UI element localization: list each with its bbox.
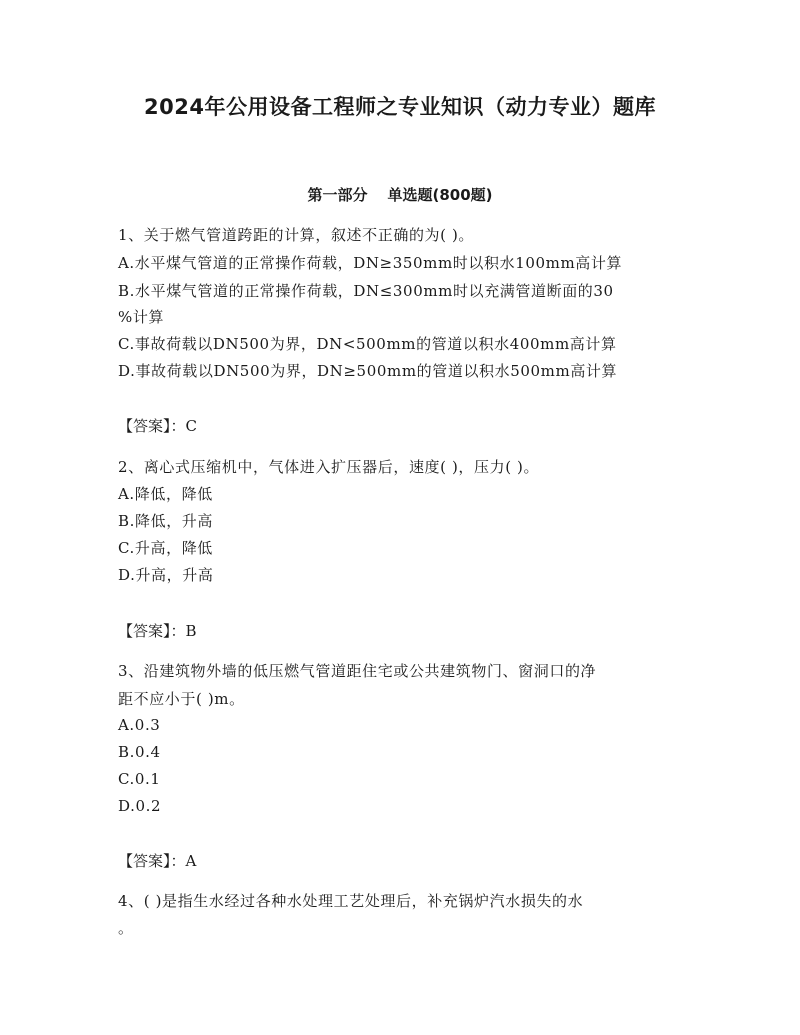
answer-line bbox=[118, 848, 196, 875]
document-title: 2024年公用设备工程师之专业知识（动力专业）题库 bbox=[144, 95, 656, 119]
option-a: A.降低，降低 bbox=[118, 485, 213, 503]
option-d: D.0.2 bbox=[118, 797, 162, 815]
answer-label: 【答案】： bbox=[118, 622, 186, 640]
option-c: C.0.1 bbox=[118, 770, 161, 788]
section-name: 单选题(800题) bbox=[387, 186, 493, 204]
answer-label: 【答案】： bbox=[118, 852, 186, 870]
question-stem-continued: 距不应小于( )m。 bbox=[118, 690, 245, 708]
question-stem-continued: 。 bbox=[118, 919, 134, 937]
answer-label: 【答案】： bbox=[118, 417, 186, 435]
option-d: D.升高，升高 bbox=[118, 566, 214, 584]
answer-value: C bbox=[185, 417, 197, 435]
option-a: A.0.3 bbox=[118, 716, 161, 734]
question-stem: 1、关于燃气管道跨距的计算，叙述不正确的为( )。 bbox=[118, 226, 475, 244]
option-a: A.水平煤气管道的正常操作荷载，DN≥350mm时以积水100mm高计算 bbox=[118, 254, 623, 272]
option-b: B.降低，升高 bbox=[118, 512, 213, 530]
option-b: B.水平煤气管道的正常操作荷载，DN≤300mm时以充满管道断面的30 bbox=[118, 282, 614, 300]
question-stem: 4、( )是指生水经过各种水处理工艺处理后，补充锅炉汽水损失的水 bbox=[118, 892, 584, 910]
option-d: D.事故荷载以DN500为界，DN≥500mm的管道以积水500mm高计算 bbox=[118, 362, 618, 380]
option-c: C.升高，降低 bbox=[118, 539, 213, 557]
answer-value: A bbox=[185, 852, 197, 870]
option-c: C.事故荷载以DN500为界，DN<500mm的管道以积水400mm高计算 bbox=[118, 335, 617, 353]
option-b-continued: %计算 bbox=[118, 308, 165, 326]
question-stem: 2、离心式压缩机中，气体进入扩压器后，速度( )，压力( )。 bbox=[118, 458, 540, 476]
answer-value: B bbox=[185, 622, 197, 640]
question-stem: 3、沿建筑物外墙的低压燃气管道距住宅或公共建筑物门、窗洞口的净 bbox=[118, 662, 597, 680]
answer-line bbox=[118, 618, 197, 645]
section-part: 第一部分 bbox=[307, 186, 368, 204]
section-heading bbox=[0, 183, 800, 207]
answer-line bbox=[118, 413, 197, 440]
option-b: B.0.4 bbox=[118, 743, 161, 761]
